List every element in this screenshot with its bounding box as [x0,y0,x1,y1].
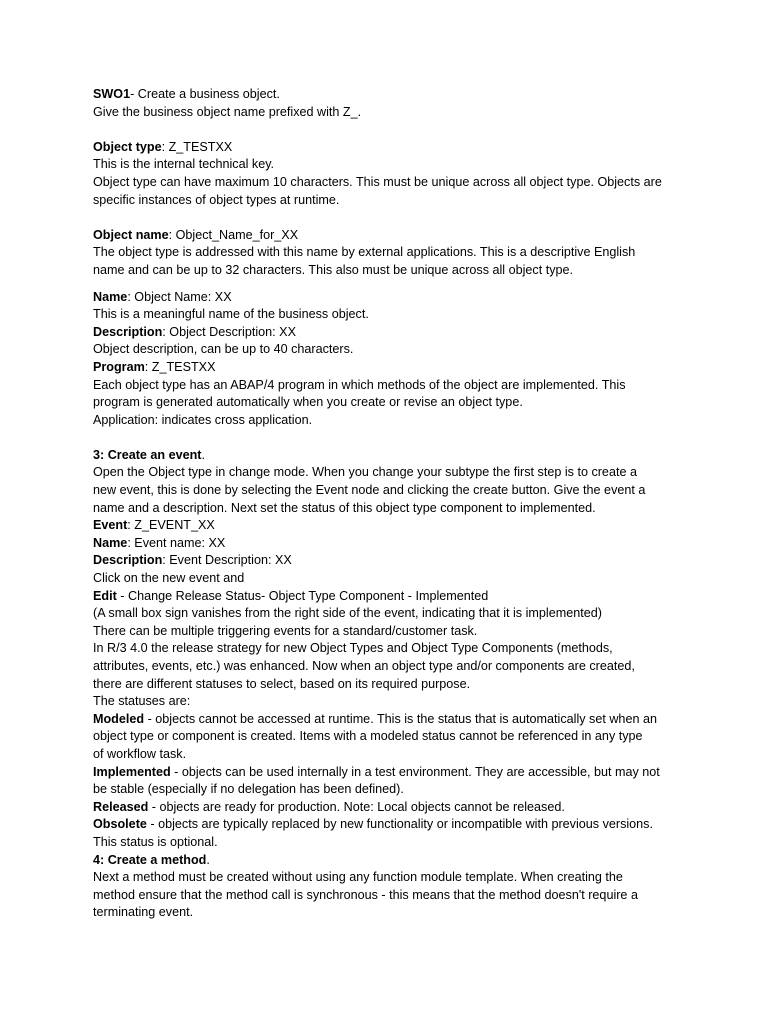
event-name-label: Name [93,535,128,550]
r3-text-1: In R/3 4.0 the release strategy for new Object Types and Object Type Components (methods, [93,641,613,656]
create-method-heading [93,852,685,870]
create-method-text-2: method ensure that the method call is synchronous - this means that the method doesn't require a [93,887,638,902]
spacer [93,121,685,139]
obsolete-line-1 [93,816,685,834]
event-description-value: : Event Description: XX [162,553,292,568]
create-event-heading [93,447,685,465]
name-label: Name [93,289,128,304]
program-label: Program [93,359,145,374]
event-value: : Z_EVENT_XX [127,518,215,533]
object-type-desc-3: specific instances of object types at runtime. [93,192,340,207]
object-type-label: Object type [93,139,162,154]
create-method-text-1: Next a method must be created without using any function module template. When creating the [93,870,623,885]
released-label: Released [93,799,149,814]
description-line [93,324,685,342]
modeled-line-2: object type or component is created. Items with a modeled status cannot be referenced in any type [93,729,643,744]
program-line [93,359,685,377]
intro-text: - Create a business object. [130,87,280,101]
modeled-label: Modeled [93,711,145,726]
obsolete-label: Obsolete [93,817,147,832]
object-name-desc-2: name and can be up to 32 characters. This also must be unique across all object type. [93,262,574,277]
obsolete-line-2: This status is optional. [93,834,218,849]
description-label: Description [93,324,163,339]
event-label: Event [93,518,128,533]
modeled-text: - objects cannot be accessed at runtime. This is the status that is automatically set when an [144,711,657,726]
multi-events-line: There can be multiple triggering events for a standard/customer task. [93,623,478,638]
object-type-line [93,139,685,157]
heading-period: . [206,852,210,867]
released-line [93,799,685,817]
intro-line-2: Give the business object name prefixed with Z_. [93,104,362,119]
program-desc-1: Each object type has an ABAP/4 program in which methods of the object are implemented. This [93,377,626,392]
swo1-label: SWO1 [93,87,131,101]
click-line: Click on the new event and [93,571,245,586]
implemented-label: Implemented [93,764,171,779]
heading-period: . [201,447,205,462]
object-name-value: : Object_Name_for_XX [168,227,299,242]
object-name-label: Object name [93,227,169,242]
implemented-text: - objects can be used internally in a test environment. They are accessible, but may not [170,764,660,779]
create-event-text-3: name and a description. Next set the status of this object type component to implemented. [93,500,596,515]
create-method-text-3: terminating event. [93,905,194,920]
released-text: - objects are ready for production. Note: Local objects cannot be released. [148,799,565,814]
spacer [93,209,685,227]
object-type-desc-1: This is the internal technical key. [93,157,275,172]
program-value: : Z_TESTXX [144,359,216,374]
object-type-desc-2: Object type can have maximum 10 characters. This must be unique across all object type. Objects are [93,174,662,189]
event-description-label: Description [93,553,163,568]
edit-label: Edit [93,588,117,603]
obsolete-text: - objects are typically replaced by new functionality or incompatible with previous versions. [146,817,653,832]
implemented-line-1 [93,764,685,782]
description-value: : Object Description: XX [162,324,296,339]
document-page [93,86,685,922]
spacer [93,280,685,289]
modeled-line-1 [93,711,685,729]
object-type-value: : Z_TESTXX [161,139,233,154]
modeled-line-3: of workflow task. [93,746,187,761]
create-method-title: 4: Create a method [93,852,207,867]
intro-line-1 [93,86,685,104]
name-line [93,289,685,307]
statuses-line: The statuses are: [93,694,191,709]
event-description-line [93,552,685,570]
edit-value: - Change Release Status- Object Type Component - Implemented [116,588,489,603]
create-event-title: 3: Create an event [93,447,202,462]
paren-note: (A small box sign vanishes from the right side of the event, indicating that it is implemented) [93,606,602,621]
object-name-desc-1: The object type is addressed with this name by external applications. This is a descriptive English [93,245,636,260]
spacer [93,429,685,447]
create-event-text-2: new event, this is done by selecting the Event node and clicking the create button. Give the event a [93,483,646,498]
name-value: : Object Name: XX [127,289,232,304]
event-name-line [93,535,685,553]
description-desc: Object description, can be up to 40 characters. [93,342,354,357]
object-name-line [93,227,685,245]
event-name-value: : Event name: XX [127,535,226,550]
event-line [93,517,685,535]
program-desc-2: program is generated automatically when you create or revise an object type. [93,395,523,410]
r3-text-2: attributes, events, etc.) was enhanced. Now when an object type and/or components are created, [93,659,635,673]
r3-text-3: there are different statuses to select, based on its required purpose. [93,676,471,691]
edit-line [93,588,685,606]
implemented-line-2: be stable (especially if no delegation has been defined). [93,782,404,797]
name-desc: This is a meaningful name of the business object. [93,307,369,322]
application-line: Application: indicates cross application. [93,412,313,427]
create-event-text-1: Open the Object type in change mode. When you change your subtype the first step is to create a [93,465,637,480]
